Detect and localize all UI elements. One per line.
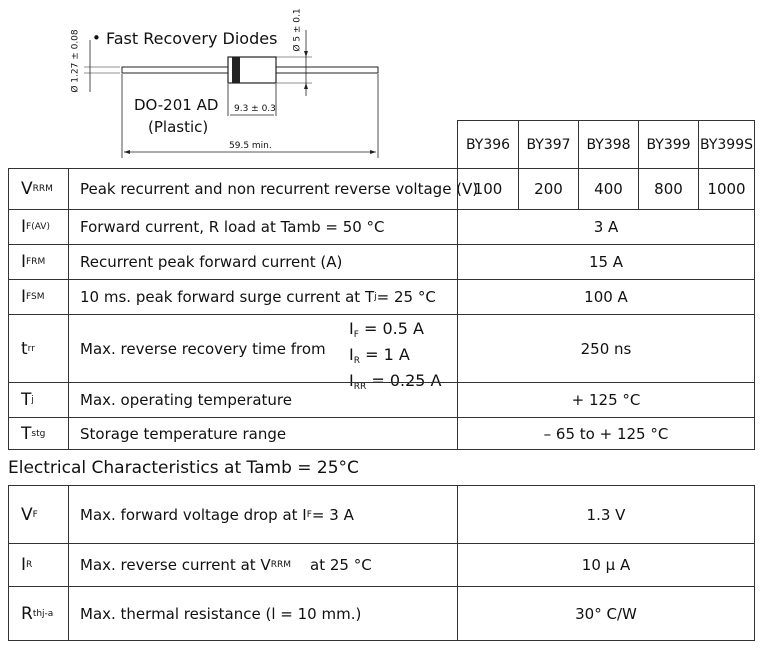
desc-ifrm: Recurrent peak forward current (A) (68, 244, 458, 280)
bullet: • (92, 29, 101, 47)
desc-tj: Max. operating temperature (68, 382, 458, 418)
dim-body-diameter: Ø 5 ± 0.1 (292, 8, 303, 52)
col-header-by399: BY399 (638, 120, 699, 169)
symbol-ir: I R (8, 543, 69, 587)
dim-lead-diameter: Ø 1.27 ± 0.08 (70, 29, 81, 93)
value-vrrm-by398: 400 (578, 168, 639, 210)
value-vrrm-by396: 100 (457, 168, 519, 210)
symbol-ifsm: I FSM (8, 279, 69, 315)
diode-lead-right (275, 67, 378, 73)
symbol-tstg: T stg (8, 417, 69, 450)
col-header-by397: BY397 (518, 120, 579, 169)
trr-condition-if: $I_F = 0.5$ A (349, 319, 424, 340)
col-header-by398: BY398 (578, 120, 639, 169)
symbol-ifrm: I FRM (8, 244, 69, 280)
value-trr: 250 ns (457, 314, 755, 383)
diode-lead-left (122, 67, 230, 73)
symbol-vrrm: V RRM (8, 168, 69, 210)
value-rthja: 30° C/W (457, 586, 755, 641)
value-tj: + 125 °C (457, 382, 755, 418)
trr-condition-ir: $I_R = 1$ A (349, 345, 410, 366)
product-family-title: Fast Recovery Diodes (106, 29, 278, 48)
symbol-tj: T j (8, 382, 69, 418)
value-vrrm-by397: 200 (518, 168, 579, 210)
desc-rthja: Max. thermal resistance (l = 10 mm.) (68, 586, 458, 641)
electrical-section-title: Electrical Characteristics at Tamb = 25°C (8, 458, 359, 478)
col-header-by399s: BY399S (698, 120, 755, 169)
package-material: (Plastic) (148, 118, 209, 136)
desc-ifav: Forward current, R load at Tamb = 50 °C (68, 209, 458, 245)
symbol-trr: t rr (8, 314, 69, 383)
desc-vrrm: Peak recurrent and non recurrent reverse voltage (V) (68, 168, 458, 210)
desc-trr: Max. reverse recovery time from $I_F = 0.5$ A $I_R = 1$ A $I_{RR} = 0.25$ A (68, 314, 458, 383)
desc-tstg: Storage temperature range (68, 417, 458, 450)
trr-condition-irr: $I_{RR} = 0.25$ A (349, 371, 442, 392)
symbol-vf: V F (8, 485, 69, 544)
value-vrrm-by399s: 1000 (698, 168, 755, 210)
dim-body-length: 9.3 ± 0.3 (234, 104, 276, 114)
value-ifrm: 15 A (457, 244, 755, 280)
value-vrrm-by399: 800 (638, 168, 699, 210)
value-vf: 1.3 V (457, 485, 755, 544)
value-ifsm: 100 A (457, 279, 755, 315)
symbol-rthja: R thj-a (8, 586, 69, 641)
desc-ir: Max. reverse current at V RRM at 25 °C (68, 543, 458, 587)
package-drawing (0, 0, 460, 170)
diode-cathode-band (232, 57, 240, 83)
col-header-by396: BY396 (457, 120, 519, 169)
value-ir: 10 µ A (457, 543, 755, 587)
desc-vf: Max. forward voltage drop at I F = 3 A (68, 485, 458, 544)
value-ifav: 3 A (457, 209, 755, 245)
package-name: DO-201 AD (134, 96, 219, 114)
dim-total-length: 59.5 min. (229, 141, 272, 151)
symbol-ifav: I F(AV) (8, 209, 69, 245)
desc-ifsm: 10 ms. peak forward surge current at T j = 25 °C (68, 279, 458, 315)
value-tstg: – 65 to + 125 °C (457, 417, 755, 450)
